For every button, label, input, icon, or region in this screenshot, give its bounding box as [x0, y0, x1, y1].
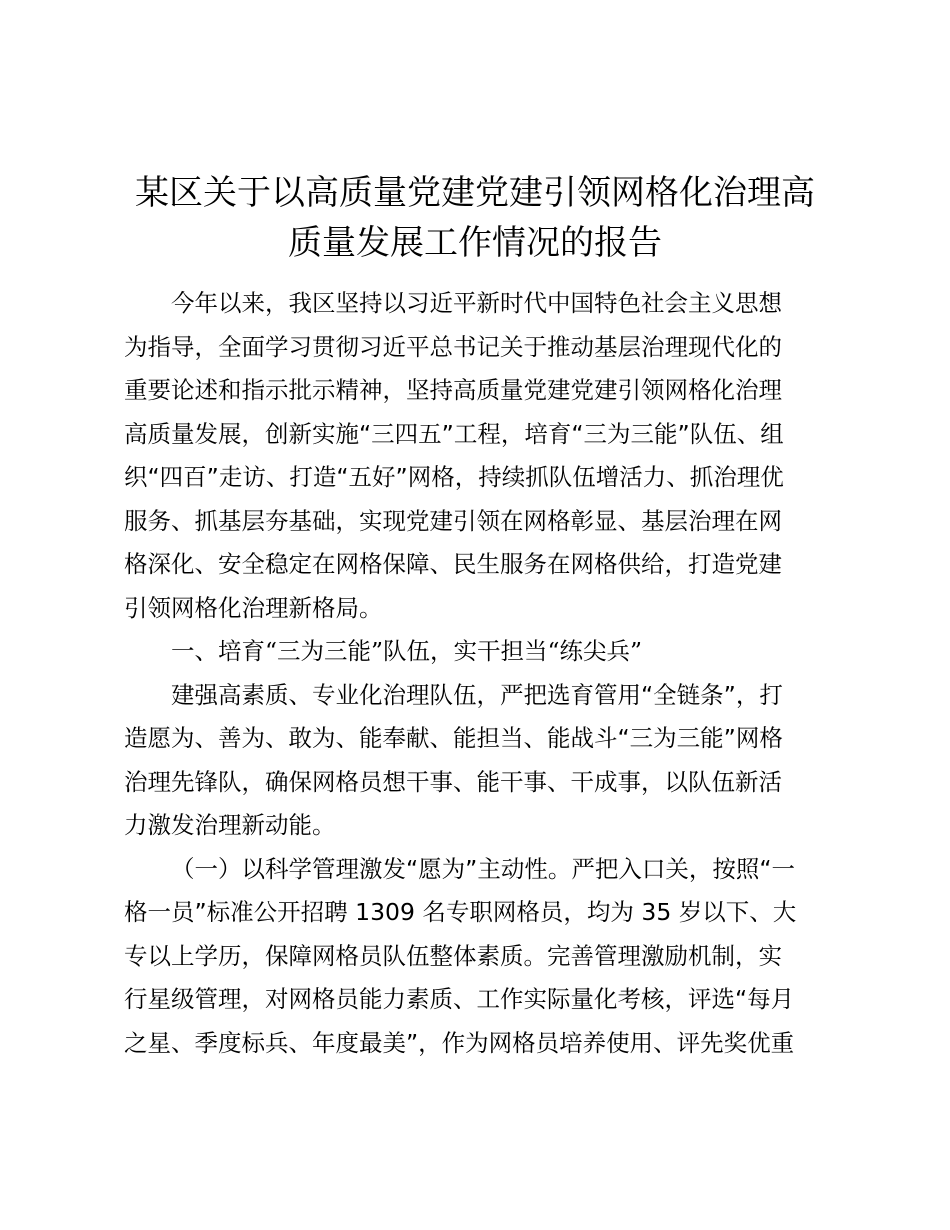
paragraph-line: 造愿为、善为、敢为、能奉献、能担当、能战斗“三为三能”网格	[124, 724, 783, 752]
paragraph-line: 专以上学历，保障网格员队伍整体素质。完善管理激励机制，实	[124, 941, 782, 970]
subsection-line: （一）以科学管理激发“愿为”主动性。严把入口关，按照“一	[171, 854, 796, 883]
paragraph-line: 格一员”标准公开招聘 1309 名专职网格员，均为 35 岁以下、大	[124, 898, 797, 926]
paragraph-line: 引领网格化治理新格局。	[124, 593, 383, 622]
title-line: 质量发展工作情况的报告	[288, 223, 662, 263]
document-body	[124, 282, 836, 1065]
paragraph-line: 之星、季度标兵、年度最美”，作为网格员培养使用、评先奖优重	[124, 1028, 795, 1057]
title-line: 某区关于以高质量党建党建引领网格化治理高	[135, 173, 815, 213]
paragraph-line: 力激发治理新动能。	[124, 811, 336, 839]
paragraph-line: 治理先锋队，确保网格员想干事、能干事、干成事，以队伍新活	[124, 767, 782, 796]
paragraph-line: 服务、抓基层夯基础，实现党建引领在网格彰显、基层治理在网	[124, 506, 782, 535]
paragraph-line: 建强高素质、专业化治理队伍，严把选育管用“全链条”，打	[171, 680, 783, 709]
paragraph-line: 格深化、安全稳定在网格保障、民生服务在网格供给，打造党建	[124, 550, 782, 578]
paragraph-line: 为指导，全面学习贯彻习近平总书记关于推动基层治理现代化的	[124, 332, 782, 361]
paragraph-line: 重要论述和指示批示精神，坚持高质量党建党建引领网格化治理	[124, 376, 782, 404]
paragraph-line: 高质量发展，创新实施“三四五”工程，培育“三为三能”队伍、组	[124, 419, 784, 448]
paragraph-line: 行星级管理，对网格员能力素质、工作实际量化考核，评选“每月	[124, 985, 795, 1013]
paragraph-line: 今年以来，我区坚持以习近平新时代中国特色社会主义思想	[171, 289, 782, 317]
paragraph-line: 织“四百”走访、打造“五好”网格，持续抓队伍增活力、抓治理优	[124, 463, 784, 491]
document-title	[100, 168, 850, 268]
section-heading: 一、培育“三为三能”队伍，实干担当“练尖兵”	[171, 637, 643, 665]
